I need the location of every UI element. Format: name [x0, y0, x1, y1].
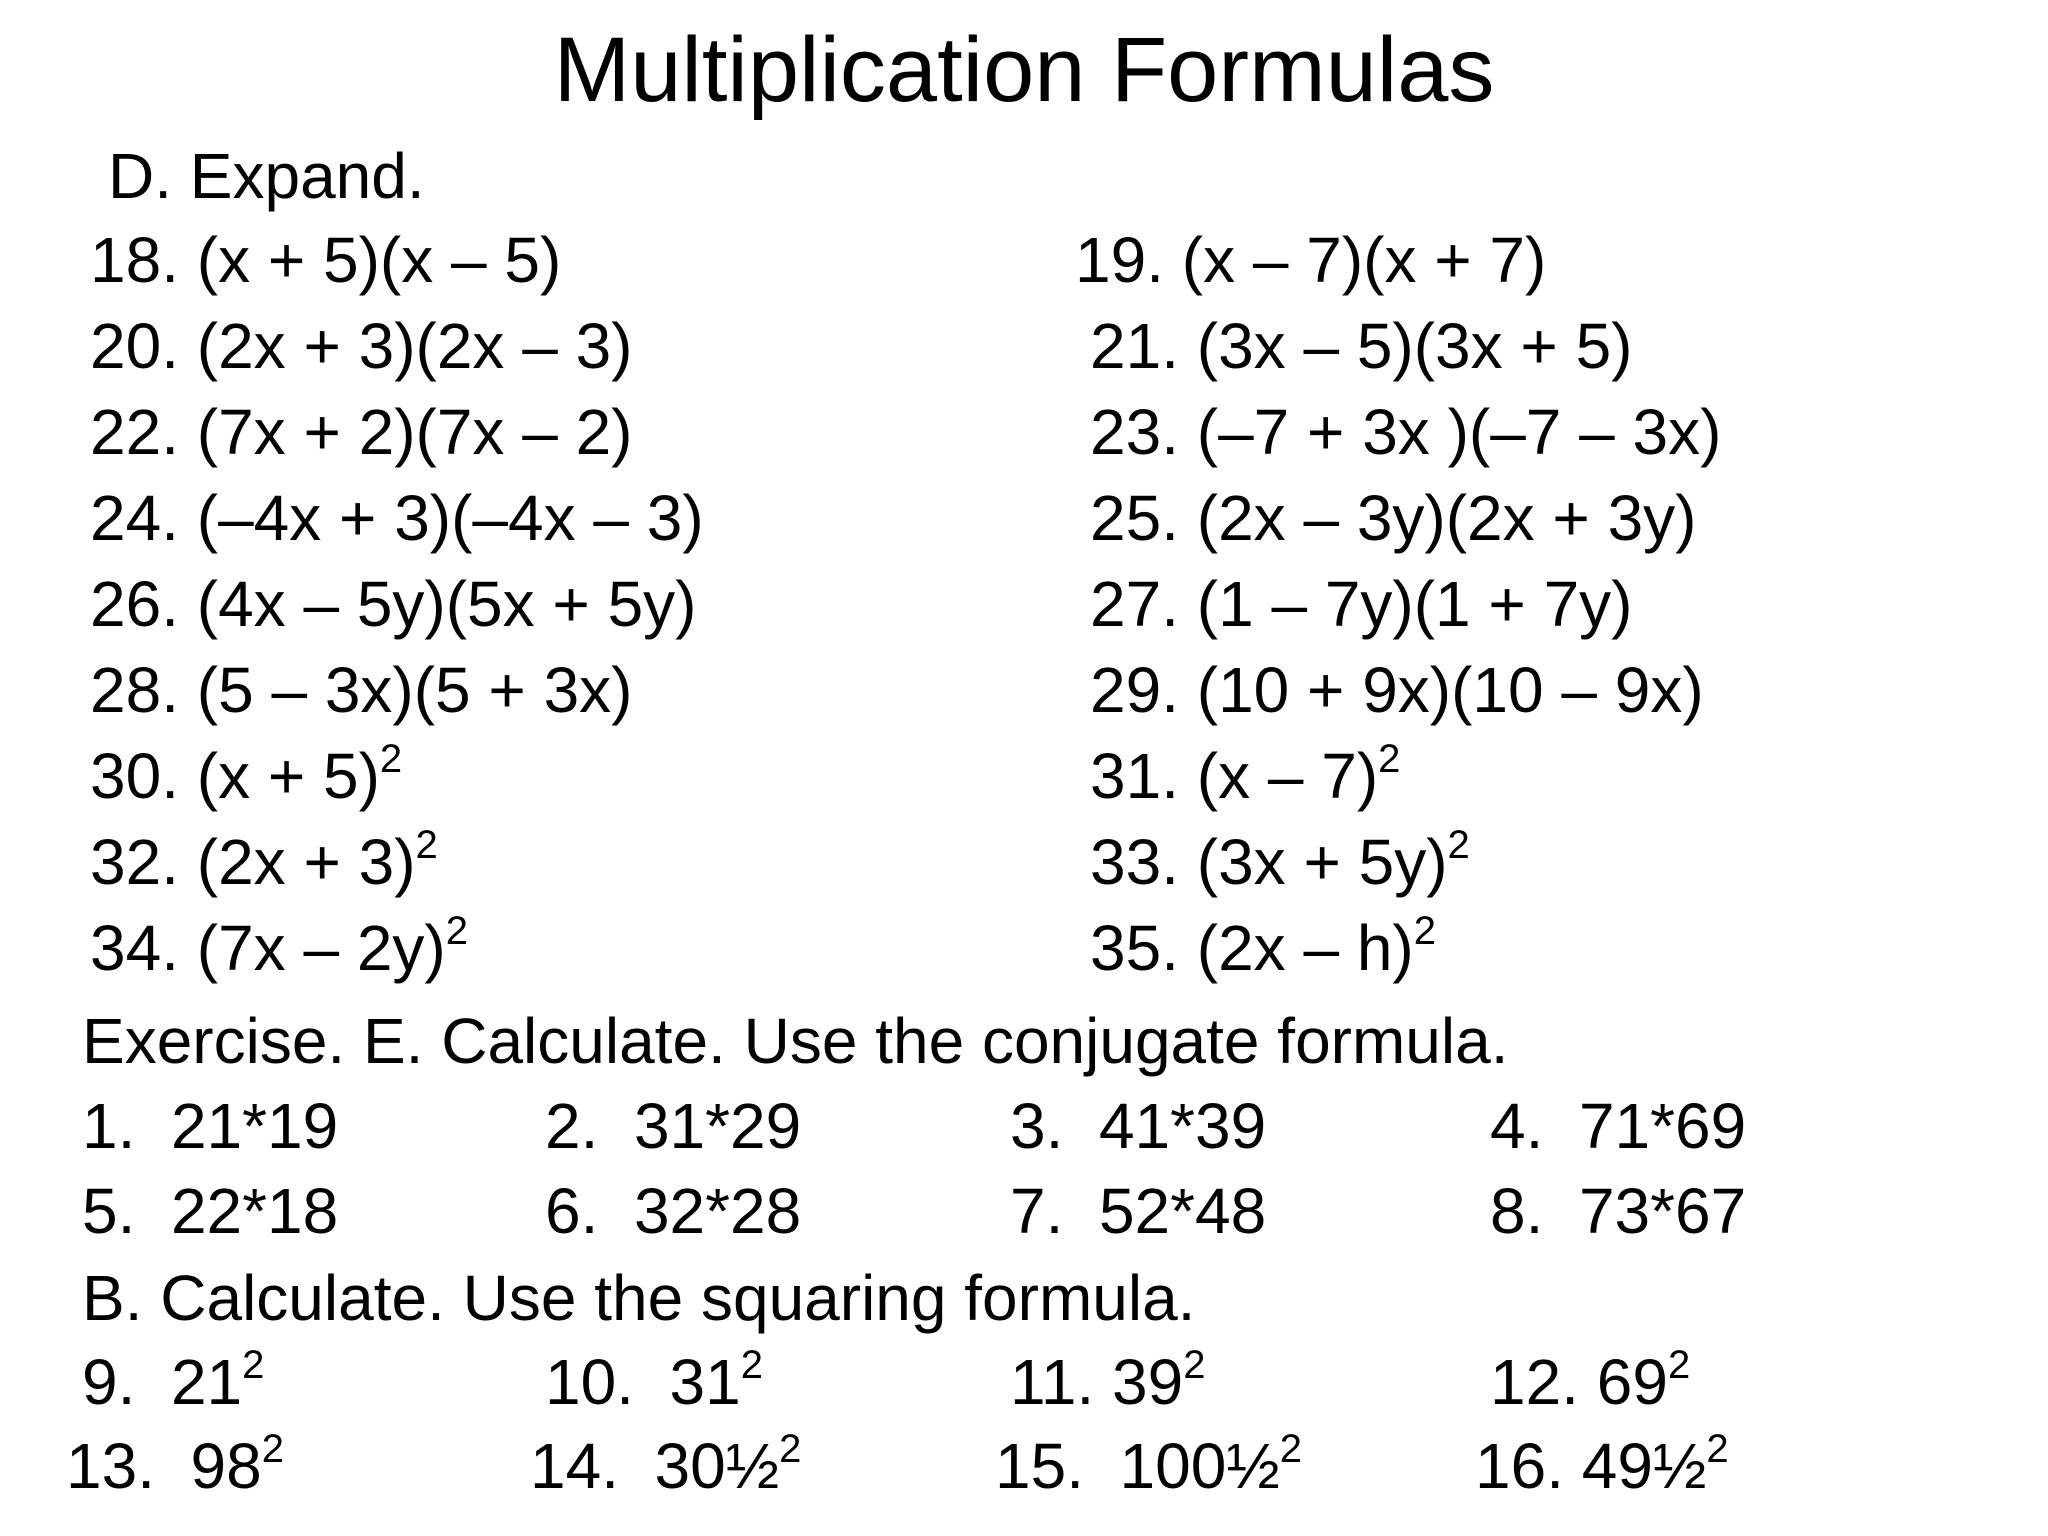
exercise-expression: 39: [1112, 1346, 1184, 1418]
exercise-25: [1090, 482, 1696, 554]
exercise-expression: 21: [170, 1346, 243, 1418]
exercise-expression: 98: [190, 1430, 262, 1502]
exercise-19: [1075, 224, 1546, 296]
squaring-exercise-14: [530, 1426, 802, 1502]
exponent: 2: [779, 1426, 802, 1471]
exercise-expression: 69: [1596, 1346, 1668, 1418]
exercise-expression: (2x + 3): [196, 826, 416, 898]
section-b-heading: B. Calculate. Use the squaring formula.: [82, 1262, 1196, 1334]
squaring-exercise-13: [66, 1426, 284, 1502]
exercise-number: 30.: [90, 740, 179, 812]
exercise-22: [90, 396, 632, 468]
exercise-18: [90, 224, 561, 296]
exponent: 2: [1667, 1342, 1691, 1387]
exercise-20: [90, 310, 632, 382]
exercise-number: 20.: [90, 310, 179, 382]
exercise-31: [1090, 736, 1401, 812]
exercise-number: 3.: [1010, 1090, 1064, 1162]
squaring-exercise-16: [1475, 1426, 1729, 1502]
squaring-exercise-15: [995, 1426, 1302, 1502]
page-title: Multiplication Formulas: [553, 19, 1495, 121]
section-d-heading: D. Expand.: [108, 140, 425, 212]
exercise-number: 26.: [90, 568, 179, 640]
exercise-33: [1090, 822, 1470, 898]
exercise-number: 9.: [82, 1346, 136, 1418]
exponent: 2: [261, 1426, 284, 1471]
exponent: 2: [445, 908, 468, 953]
exercise-30: [90, 736, 403, 812]
exercise-number: 18.: [90, 224, 179, 296]
exercise-32: [90, 822, 438, 898]
exercise-expression: (x – 7)(x + 7): [1181, 224, 1547, 296]
exercise-35: [1090, 908, 1436, 984]
exercise-number: 23.: [1090, 396, 1179, 468]
exercise-number: 34.: [90, 912, 179, 984]
exercise-expression: (4x – 5y)(5x + 5y): [196, 568, 697, 640]
exercise-expression: 100½: [1119, 1430, 1280, 1502]
exercise-21: [1090, 310, 1632, 382]
exercise-24: [90, 482, 704, 554]
exercise-expression: 32*28: [633, 1175, 802, 1247]
squaring-exercise-11: [1010, 1342, 1206, 1418]
exercise-26: [90, 568, 696, 640]
conjugate-exercise-1: [82, 1090, 338, 1162]
exercise-number: 21.: [1090, 310, 1179, 382]
exercise-number: 22.: [90, 396, 179, 468]
exponent: 2: [1706, 1426, 1729, 1471]
exercise-number: 19.: [1075, 224, 1164, 296]
exercise-expression: (2x + 3)(2x – 3): [196, 310, 633, 382]
exercise-29: [1090, 654, 1704, 726]
exponent: 2: [1279, 1426, 1302, 1471]
exercise-27: [1090, 568, 1632, 640]
exercise-number: 2.: [545, 1090, 599, 1162]
exercise-expression: 30½: [654, 1430, 780, 1502]
exercise-expression: (1 – 7y)(1 + 7y): [1196, 568, 1633, 640]
exercise-expression: (3x – 5)(3x + 5): [1196, 310, 1633, 382]
exercise-number: 29.: [1090, 654, 1179, 726]
exercise-number: 15.: [995, 1430, 1084, 1502]
squaring-exercise-12: [1490, 1342, 1691, 1418]
exercise-23: [1090, 396, 1721, 468]
exercise-number: 14.: [530, 1430, 619, 1502]
exercise-number: 1.: [82, 1090, 136, 1162]
exercise-expression: 31*29: [633, 1090, 802, 1162]
exercise-expression: 31: [669, 1346, 741, 1418]
exercise-expression: (x + 5)(x – 5): [196, 224, 562, 296]
exercise-number: 16.: [1475, 1430, 1564, 1502]
exercise-expression: 71*69: [1578, 1090, 1747, 1162]
squaring-exercise-10: [545, 1342, 763, 1418]
exercise-number: 28.: [90, 654, 179, 726]
exercise-number: 35.: [1090, 912, 1179, 984]
squaring-exercise-9: [82, 1342, 265, 1418]
exercise-expression: (7x + 2)(7x – 2): [196, 396, 633, 468]
section-e-heading: Exercise. E. Calculate. Use the conjugate formula.: [82, 1005, 1509, 1077]
exercise-number: 6.: [545, 1175, 599, 1247]
exercise-expression: 52*48: [1098, 1175, 1267, 1247]
exercise-expression: (–4x + 3)(–4x – 3): [196, 482, 704, 554]
conjugate-exercise-4: [1490, 1090, 1746, 1162]
exercise-34: [90, 908, 468, 984]
exercise-number: 27.: [1090, 568, 1179, 640]
exercise-number: 13.: [66, 1430, 155, 1502]
exercise-expression: 49½: [1581, 1430, 1707, 1502]
exercise-expression: (3x + 5y): [1196, 826, 1448, 898]
exercise-expression: (x + 5): [196, 740, 380, 812]
exponent: 2: [740, 1342, 763, 1387]
exercise-number: 12.: [1490, 1346, 1579, 1418]
exercise-number: 5.: [82, 1175, 136, 1247]
exercise-number: 7.: [1010, 1175, 1064, 1247]
conjugate-exercise-2: [545, 1090, 801, 1162]
exercise-expression: 22*18: [170, 1175, 339, 1247]
exponent: 2: [1413, 908, 1436, 953]
exercise-number: 32.: [90, 826, 179, 898]
exponent: 2: [1183, 1342, 1206, 1387]
conjugate-exercise-8: [1490, 1175, 1746, 1247]
conjugate-exercise-7: [1010, 1175, 1266, 1247]
exercise-expression: (10 + 9x)(10 – 9x): [1196, 654, 1704, 726]
exercise-expression: (5 – 3x)(5 + 3x): [196, 654, 633, 726]
exercise-number: 10.: [545, 1346, 634, 1418]
exercise-expression: (2x – h): [1196, 912, 1414, 984]
exponent: 2: [1447, 822, 1470, 867]
exercise-28: [90, 654, 632, 726]
exercise-expression: (2x – 3y)(2x + 3y): [1196, 482, 1697, 554]
exercise-expression: 73*67: [1578, 1175, 1747, 1247]
exercise-expression: 21*19: [170, 1090, 339, 1162]
exercise-expression: (–7 + 3x )(–7 – 3x): [1196, 396, 1722, 468]
exponent: 2: [415, 822, 438, 867]
exponent: 2: [1378, 736, 1401, 781]
exercise-number: 24.: [90, 482, 179, 554]
exercise-number: 25.: [1090, 482, 1179, 554]
exercise-number: 31.: [1090, 740, 1179, 812]
exercise-number: 8.: [1490, 1175, 1544, 1247]
conjugate-exercise-3: [1010, 1090, 1266, 1162]
exercise-expression: 41*39: [1098, 1090, 1267, 1162]
exponent: 2: [379, 736, 403, 781]
exercise-number: 4.: [1490, 1090, 1544, 1162]
exponent: 2: [242, 1342, 265, 1387]
exercise-expression: (x – 7): [1196, 740, 1379, 812]
exercise-number: 33.: [1090, 826, 1179, 898]
conjugate-exercise-5: [82, 1175, 338, 1247]
exercise-number: 11.: [1010, 1346, 1095, 1418]
exercise-expression: (7x – 2y): [196, 912, 446, 984]
conjugate-exercise-6: [545, 1175, 801, 1247]
